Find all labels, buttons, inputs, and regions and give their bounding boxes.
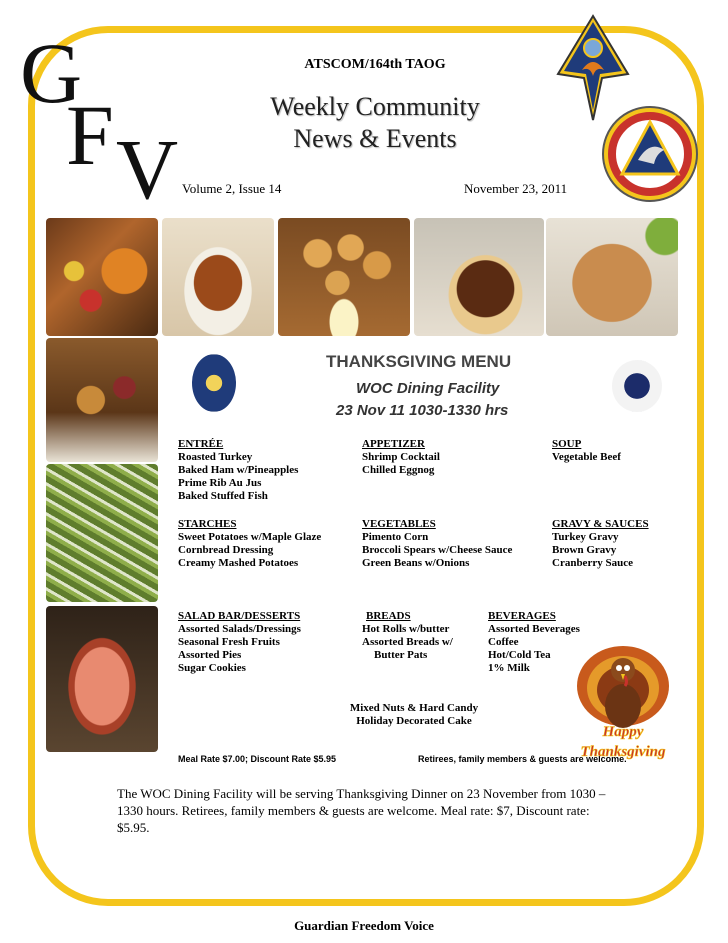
menu-item: Turkey Gravy <box>552 531 619 543</box>
menu-item: Broccoli Spears w/Cheese Sauce <box>362 544 513 556</box>
menu-item: Hot Rolls w/butter <box>362 623 450 635</box>
cornucopia-photo <box>46 218 158 336</box>
menu-section-entree <box>178 438 298 503</box>
menu-section-vegetables <box>362 518 512 570</box>
menu-extra-item: Holiday Decorated Cake <box>356 715 472 727</box>
issue-date: November 23, 2011 <box>464 181 568 196</box>
menu-section-salad-desserts <box>178 610 301 675</box>
here-am-i-send-me-badge <box>598 104 702 204</box>
menu-item: Shrimp Cocktail <box>362 451 440 463</box>
section-heading: VEGETABLES <box>362 518 436 530</box>
menu-item: Butter Pats <box>374 649 428 661</box>
organization-name: ATSCOM/164th TAOG <box>304 57 446 72</box>
menu-item: Brown Gravy <box>552 544 617 556</box>
aviation-seal-icon <box>192 354 236 412</box>
menu-section-appetizer <box>362 438 440 477</box>
menu-item: Assorted Beverages <box>488 623 580 635</box>
holiday-table-photo <box>46 338 158 462</box>
menu-item: Prime Rib Au Jus <box>178 477 262 489</box>
menu-item: Baked Ham w/Pineapples <box>178 464 299 476</box>
menu-section-beverages <box>488 610 580 675</box>
section-heading: APPETIZER <box>362 438 425 450</box>
volume-issue: Volume 2, Issue 14 <box>182 181 282 196</box>
menu-item: Cranberry Sauce <box>552 557 633 569</box>
happy-thanksgiving-turkey-icon <box>570 640 676 766</box>
masthead-letter-f: F <box>66 87 114 183</box>
pecan-pie-photo <box>414 218 544 336</box>
section-heading: BEVERAGES <box>488 610 556 622</box>
meal-rate: Meal Rate $7.00; Discount Rate $5.95 <box>178 754 337 764</box>
svg-text:Happy: Happy <box>602 724 644 740</box>
menu-item: Green Beans w/Onions <box>362 557 470 569</box>
newsletter-title-line2: News & Events <box>293 124 457 153</box>
section-heading: ENTRÉE <box>178 438 224 450</box>
menu-item: Assorted Salads/Dressings <box>178 623 301 635</box>
menu-item: Assorted Breads w/ <box>362 636 453 648</box>
menu-section-soup <box>552 438 621 464</box>
menu-welcome: Retirees, family members & guests are welcome. <box>418 754 627 764</box>
dinner-rolls-photo <box>278 218 410 336</box>
menu-item: Baked Stuffed Fish <box>178 490 268 502</box>
section-heading: SOUP <box>552 438 582 450</box>
menu-extras <box>334 702 494 728</box>
menu-item: Assorted Pies <box>178 649 242 661</box>
section-heading: SALAD BAR/DESSERTS <box>178 610 301 622</box>
menu-item: Sweet Potatoes w/Maple Glaze <box>178 531 322 543</box>
section-heading: STARCHES <box>178 518 237 530</box>
footer-title: Guardian Freedom Voice <box>294 918 434 933</box>
menu-item: Coffee <box>488 636 519 648</box>
menu-location: WOC Dining Facility <box>356 380 500 397</box>
sliced-ham-photo <box>46 606 158 752</box>
menu-item: Hot/Cold Tea <box>488 649 551 661</box>
menu-item: Vegetable Beef <box>552 451 621 463</box>
menu-item: Chilled Eggnog <box>362 464 435 476</box>
menu-item: 1% Milk <box>488 662 530 674</box>
warrant-officer-seal-icon <box>612 360 662 412</box>
masthead-letter-g: G <box>20 25 83 121</box>
svg-text:Thanksgiving: Thanksgiving <box>580 744 666 760</box>
section-heading: BREADS <box>366 610 411 622</box>
green-beans-photo <box>46 464 158 602</box>
menu-time: 23 Nov 11 1030-1330 hrs <box>336 402 509 419</box>
newsletter-title-line1: Weekly Community <box>270 92 480 121</box>
masthead-letter-v: V <box>116 121 179 217</box>
section-heading: GRAVY & SAUCES <box>552 518 649 530</box>
menu-item: Pimento Corn <box>362 531 429 543</box>
menu-extra-item: Mixed Nuts & Hard Candy <box>349 702 479 714</box>
menu-item: Creamy Mashed Potatoes <box>178 557 299 569</box>
roast-turkey-photo <box>162 218 274 336</box>
menu-item: Roasted Turkey <box>178 451 253 463</box>
article-caption: The WOC Dining Facility will be serving Thanksgiving Dinner on 23 November from 1030 – 1330 hours. Retirees, family members & guests are welcome. Meal rate: $7, Discount rate: $5.95. <box>117 786 606 835</box>
menu-item: Cornbread Dressing <box>178 544 274 556</box>
apple-pie-photo <box>546 218 678 336</box>
menu-title: THANKSGIVING MENU <box>326 352 512 371</box>
menu-section-breads <box>362 610 453 662</box>
menu-section-gravy <box>552 518 649 570</box>
menu-item: Seasonal Fresh Fruits <box>178 636 280 648</box>
menu-section-starches <box>178 518 321 570</box>
menu-item: Sugar Cookies <box>178 662 246 674</box>
